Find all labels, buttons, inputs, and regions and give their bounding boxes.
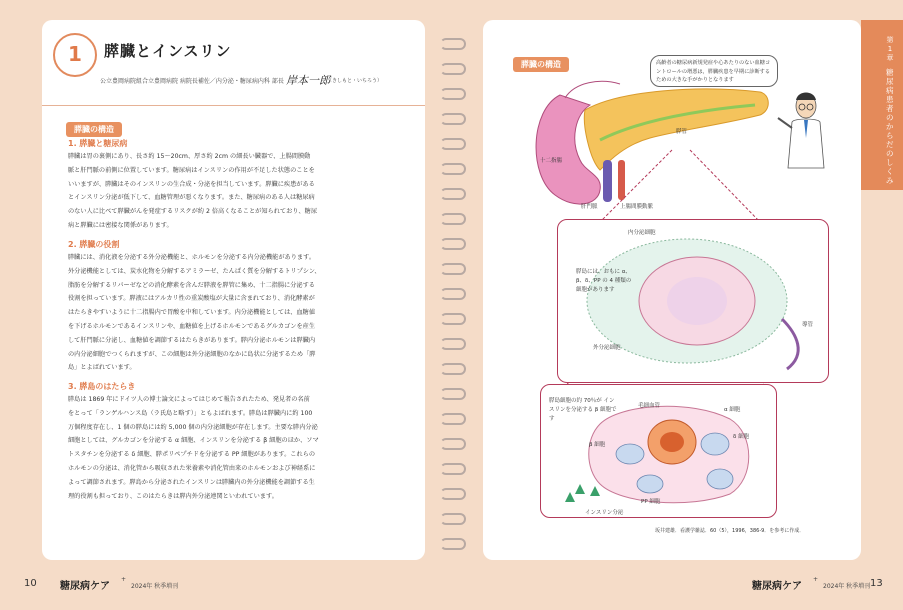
body-line: をとって「ランゲルハンス島（ラ氏島と略す）」ともよばれます。膵島は膵臓内に約 100 xyxy=(68,409,313,417)
zoom-line-right xyxy=(690,150,760,222)
label-delta-cell: δ 細胞 xyxy=(733,434,750,440)
sidebar-chapter-title: 糖尿病患者のからだのしくみ xyxy=(886,68,894,185)
issue-right: 2024年 秋季増刊 xyxy=(823,583,871,590)
beta-cell-shape xyxy=(616,444,644,464)
label-insulin-secretion: インスリン分泌 xyxy=(585,510,624,516)
body-line: 理的役割も担っており、このはたらきは膵内外分泌連関といわれています。 xyxy=(68,492,278,500)
body-line: はたらきやすいように十二指腸内で胃酸を中和しています。内分泌機能としては、血糖値 xyxy=(68,309,316,317)
subsection-heading-3: 3. 膵島のはたらき xyxy=(68,382,136,391)
right-page-number: 13 xyxy=(870,578,883,589)
label-islet-note: 膵島には、おもに α、β、δ、PP の 4 種類の細胞があります xyxy=(576,269,632,293)
body-line: 外分泌機能としては、炭水化物を分解するアミラーゼ、たんぱく質を分解するトリプシン、 xyxy=(68,267,321,275)
sidebar-chapter: 第 1 章 xyxy=(886,36,894,62)
body-line: 膵臓には、消化液を分泌する外分泌機能と、ホルモンを分泌する内分泌機能があります。 xyxy=(68,254,316,261)
body-line: 役割を担っています。膵液にはアルカリ性の重炭酸塩が大量に含まれており、消化酵素が xyxy=(68,295,315,303)
issue-left: 2024年 秋季増刊 xyxy=(131,583,179,590)
label-portal-vein: 肝門脈 xyxy=(581,204,598,210)
body-line: を下げるホルモンであるインスリンや、血糖値を上げるホルモンであるグルカゴンを産生 xyxy=(68,322,316,330)
alpha-cell-shape xyxy=(701,433,729,455)
label-pp-cell: PP 細胞 xyxy=(641,499,661,505)
label-beta-note: 膵島細胞の約 70％が インスリンを分泌する β 細胞です xyxy=(549,398,617,422)
figure-reference: 坂井建雄．看護学雑誌．60（5），1996，386-9．を参考に作成． xyxy=(655,528,805,534)
magazine-sup-right: + xyxy=(813,576,819,583)
pp-cell-shape xyxy=(637,475,663,493)
insulin-marker xyxy=(590,486,600,496)
body-line: 病と膵臓には密接な関係があります。 xyxy=(68,221,173,229)
magazine-title-right: 糖尿病ケア xyxy=(752,581,802,592)
body-line: 島」とよばれています。 xyxy=(68,364,136,372)
article-title: 膵臓とインスリン xyxy=(104,42,232,60)
magazine-title-left: 糖尿病ケア xyxy=(60,581,110,592)
subsection-heading-1: 1. 膵臓と糖尿病 xyxy=(68,139,128,148)
left-page-number: 10 xyxy=(24,578,37,589)
body-line: 膵臓は胃の裏側にあり、長さ約 15〜20cm、厚さ約 2cm の細長い臓器で、上腸間膜動 xyxy=(68,153,311,160)
label-beta-cell: β 細胞 xyxy=(589,442,606,448)
label-capillary: 毛細血管 xyxy=(638,403,661,409)
author-reading: （きしもと・いちろう） xyxy=(327,78,383,84)
body-line: よって調節されます。膵島から分泌されたインスリンは膵臓内の外分泌機能を調節する生 xyxy=(68,478,315,486)
label-duct: 導管 xyxy=(802,322,814,328)
label-exocrine-cells: 外分泌細胞 xyxy=(593,345,621,351)
body-line: 細胞としては、グルカゴンを分泌する α 細胞、インスリンを分泌する β 細胞のほか、ソマ xyxy=(68,437,319,445)
label-duodenum: 十二指腸 xyxy=(540,158,563,164)
body-line: 万個程度存在し、1 個の膵島には約 5,000 個の内分泌細胞が存在します。主要な膵内分泌 xyxy=(68,423,318,431)
magazine-sup-left: + xyxy=(121,576,127,583)
figure-section-label: 膵臓の構造 xyxy=(513,57,569,72)
duodenum-upper-edge xyxy=(565,81,620,98)
body-line: のない人に比べて膵臓がんを発症するリスクが約 2 倍高くなることが知られており、糖尿 xyxy=(68,208,318,216)
insulin-marker xyxy=(575,484,585,494)
label-pancreatic-duct: 膵管 xyxy=(676,129,688,135)
body-line: ホルモンの分泌は、消化管から吸収された栄養素や消化管由来のホルモンおよび神経系に xyxy=(68,464,316,472)
chapter-sidebar-tab xyxy=(861,20,903,190)
body-line: 脂肪を分解するリパーゼなどの消化酵素を含んだ膵液を膵管に集め、十二指腸に分泌する xyxy=(68,281,315,289)
body-line: とインスリン分泌が低下して、血糖管理が悪くなります。また、糖尿病のある人は糖尿病 xyxy=(68,194,315,202)
insulin-marker xyxy=(565,492,575,502)
doctor-illustration xyxy=(778,88,838,168)
body-line: トスタチンを分泌する δ 細胞、膵ポリペプチドを分泌する PP 細胞があります。これらの xyxy=(68,451,316,459)
body-line: 膵島は 1869 年にドイツ人の博士論文によってはじめて報告されたため、発見者の名前 xyxy=(68,396,310,403)
author-affiliation: 公立豊岡病院組合立豊岡病院 病院長補佐／内分泌・糖尿病内科 部長 xyxy=(100,78,284,85)
body-line: 脈と肝門脈の前側に位置しています。糖尿病はインスリンの作用が不足した状態のことを xyxy=(68,166,315,174)
body-line: の内分泌細胞でつくられますが、この細胞は外分泌細胞のなかに島状に分泌するため「膵 xyxy=(68,350,316,358)
label-smv: 上腸間膜動脈 xyxy=(620,204,654,210)
capillary-lumen xyxy=(660,432,684,452)
chapter-number-badge: 1 xyxy=(53,33,97,77)
islet-core xyxy=(667,277,727,325)
body-line: して肝門脈に分泌し、血糖値を調節するはたらきがあります。膵内分泌ホルモンは膵臓内 xyxy=(68,336,316,344)
label-alpha-cell: α 細胞 xyxy=(724,407,741,413)
delta-cell-shape xyxy=(707,469,733,489)
body-line: いいますが、膵臓はそのインスリンの生合成・分泌を担当しています。膵臓に疾患がある xyxy=(68,180,315,188)
label-endocrine-cells: 内分泌細胞 xyxy=(628,230,656,236)
speech-bubble: 高齢者の糖尿病新規発症や心あたりのない血糖コントロールの増悪は，膵臓疾患を早期に診断するための大きな手がかりとなります xyxy=(650,55,778,87)
portal-vein-shape xyxy=(603,160,612,202)
doctor-hair xyxy=(796,93,816,101)
section-label: 膵臓の構造 xyxy=(66,122,122,137)
islet-illustration xyxy=(557,219,827,381)
subsection-heading-2: 2. 膵臓の役割 xyxy=(68,240,120,249)
sma-shape xyxy=(618,160,625,200)
duct-shape xyxy=(782,319,798,369)
doctor-arm xyxy=(778,118,792,128)
author-name: 岸本一郎 xyxy=(286,74,330,87)
